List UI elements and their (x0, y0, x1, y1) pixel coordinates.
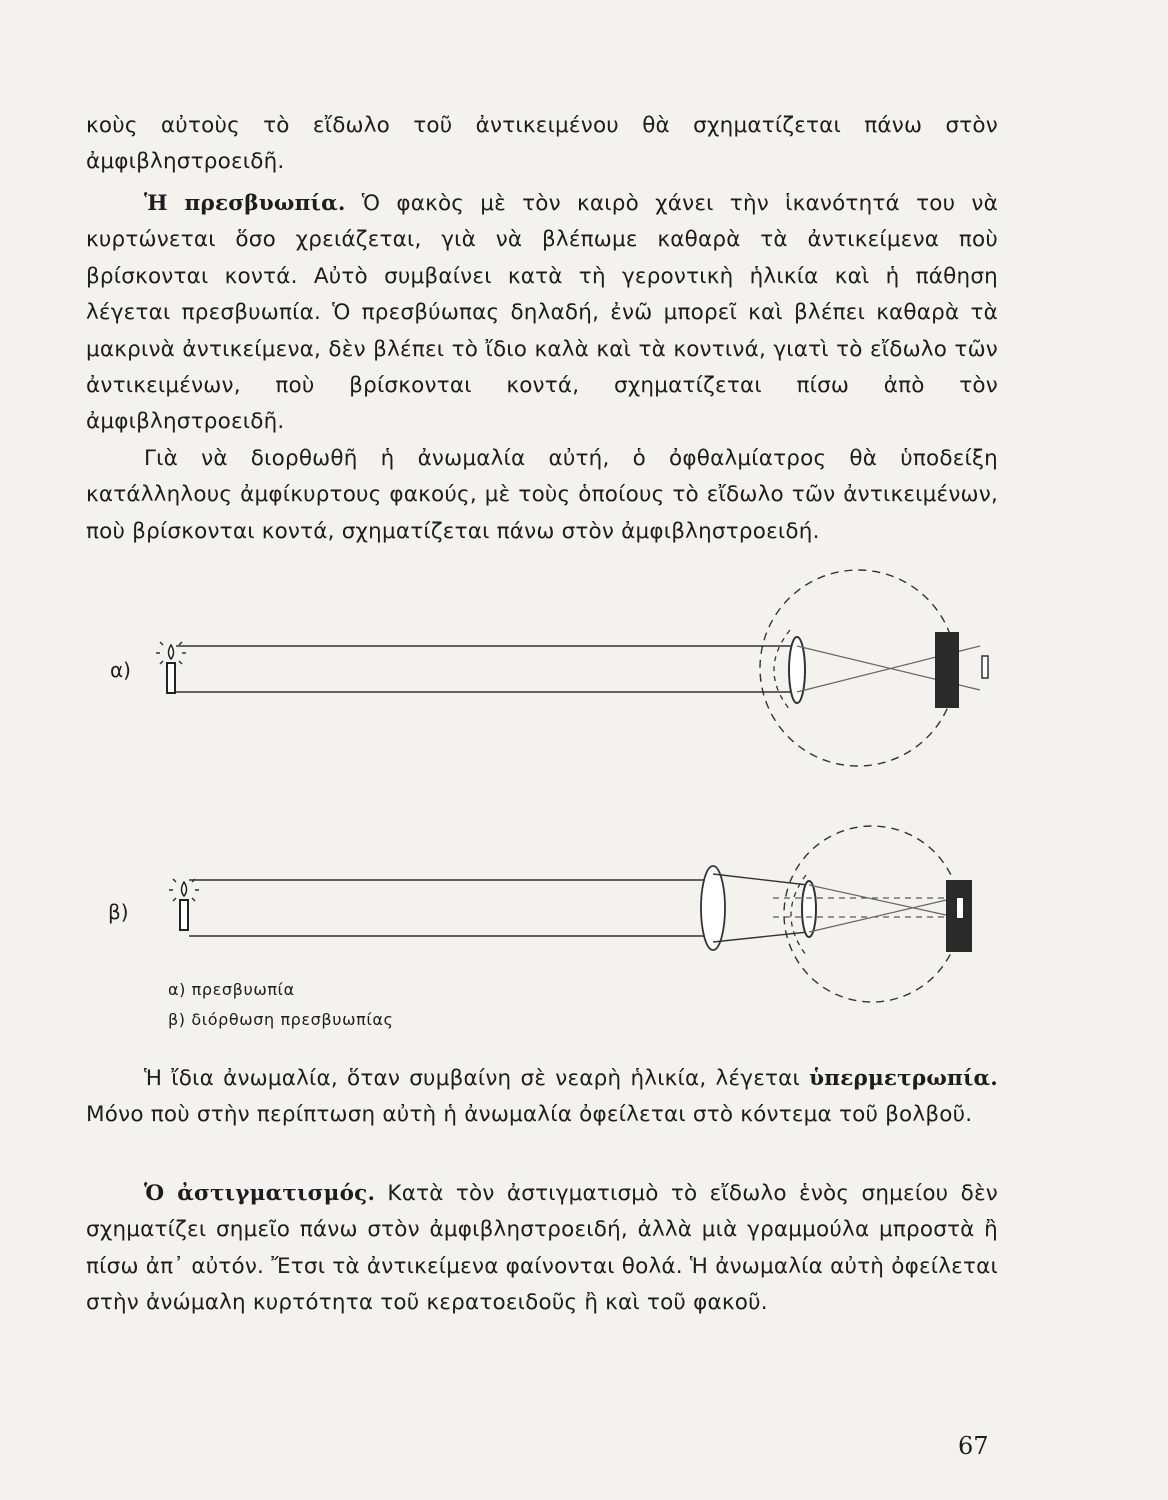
figure-label-a: α) (110, 658, 131, 682)
presbyopia-correction-paragraph: Γιὰ νὰ διορθωθῆ ἡ ἀνωμαλία αὐτή, ὁ ὀφθαλμίατρος θὰ ὑποδείξη κατάλληλους ἀμφίκυρτους φακούς, μὲ τοὺς ὁποίους τὸ εἴδωλο τῶν ἀντικειμένων, ποὺ βρίσκονται κοντά, σχηματίζεται πάνω στὸν ἀμφιβληστροειδή. (86, 445, 998, 544)
hypermetropia-text-before: Ἡ ἴδια ἀνωμαλία, ὅταν συμβαίνη σὲ νεαρὴ ἡλικία, λέγεται (144, 1066, 801, 1091)
hypermetropia-paragraph (86, 1061, 998, 1134)
image-on-retina (957, 898, 963, 918)
figure-caption-b: β) διόρθωση πρεσβυωπίας (168, 1010, 394, 1029)
presbyopia-text: Ὁ φακὸς μὲ τὸν καιρὸ χάνει τὴν ἱκανότητά του νὰ κυρτώνεται ὅσο χρειάζεται, γιὰ νὰ βλέπωμε καθαρὰ τὰ ἀντικείμενα ποὺ βρίσκονται κοντά. Αὐτὸ συμβαίνει κατὰ τὴ γεροντικὴ ἡλικία καὶ ἡ πάθηση λέγεται πρεσβυωπία. Ὁ πρεσβύωπας δηλαδή, ἐνῶ μπορεῖ καὶ βλέπει καθαρὰ τὰ μακρινὰ ἀντικείμενα, δὲν βλέπει τὸ ἴδιο καλὰ καὶ τὰ κοντινά, γιατὶ τὸ εἴδωλο τῶν ἀντικειμένων, ποὺ βρίσκονται κοντά, σχηματίζεται πίσω ἀπὸ τὸν ἀμφιβληστροειδῆ. (86, 191, 998, 435)
hypermetropia-term: ὑπερμετρωπία. (809, 1066, 998, 1091)
astigmatism-text: Κατὰ τὸν ἀστιγματισμὸ τὸ εἴδωλο ἑνὸς σημείου δὲν σχηματίζει σημεῖο πάνω στὸν ἀμφιβληστροειδή, ἀλλὰ μιὰ γραμμούλα μπροστὰ ἢ πίσω ἀπ᾽ αὐτόν. Ἔτσι τὰ ἀντικείμενα φαίνονται θολά. Ἡ ἀνωμαλία αὐτὴ ὀφείλεται στὴν ἀνώμαλη κυρτότητα τοῦ κερατοειδοῦς ἢ καὶ τοῦ φακοῦ. (86, 1181, 998, 1316)
astigmatism-paragraph (86, 1176, 998, 1322)
candle-icon (156, 642, 186, 693)
presbyopia-heading: Ἡ πρεσβυωπία. (144, 191, 346, 216)
page-number: 67 (958, 1432, 989, 1460)
hypermetropia-section (86, 1061, 998, 1134)
diagram-a (156, 570, 988, 766)
intro-paragraph: κοὺς αὐτοὺς τὸ εἴδωλο τοῦ ἀντικειμένου θὰ σχηματίζεται πάνω στὸν ἀμφιβληστροειδῆ. (86, 113, 998, 175)
retina-screen-a (935, 632, 959, 708)
image-behind-retina (982, 656, 988, 678)
astigmatism-heading: Ὁ ἀστιγματισμός. (144, 1181, 376, 1206)
corrective-convex-lens (701, 866, 725, 950)
hypermetropia-text-after: Μόνο ποὺ στὴν περίπτωση αὐτὴ ἡ ἀνωμαλία ὀφείλεται στὸ κόντεμα τοῦ βολβοῦ. (86, 1102, 973, 1128)
figure-caption-a: α) πρεσβυωπία (168, 980, 295, 999)
figure-label-b: β) (108, 900, 129, 924)
astigmatism-section (86, 1176, 998, 1322)
candle-icon (169, 879, 199, 930)
eye-lens-b (802, 881, 816, 937)
diagram-b (169, 826, 972, 1002)
